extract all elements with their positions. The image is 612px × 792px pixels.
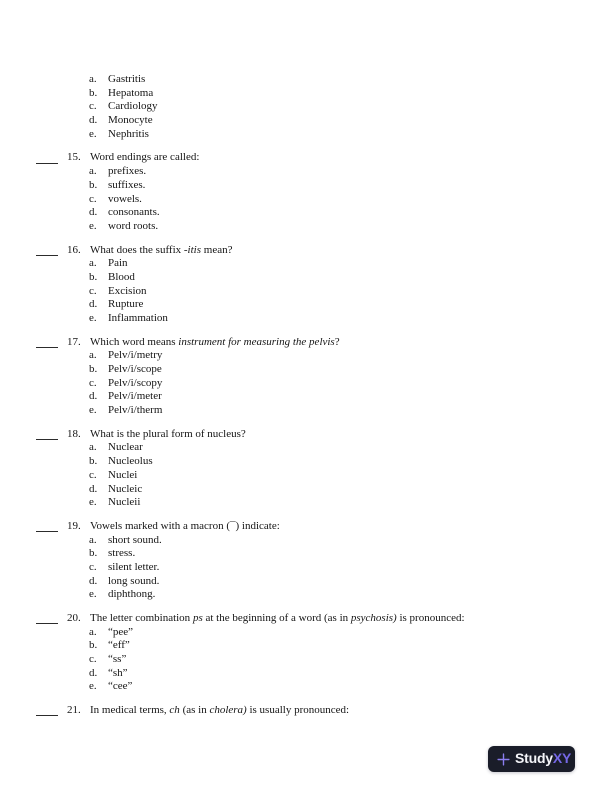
- option-row: [0, 653, 612, 667]
- question-prompt: In medical terms, ch (as in cholera) is usually pronounced:: [90, 704, 350, 717]
- question-number: 17.: [67, 335, 81, 348]
- question-block: [0, 520, 612, 602]
- question-number: 21.: [67, 704, 81, 717]
- option-letter: a.: [89, 625, 97, 638]
- option-text: diphthong.: [108, 588, 156, 601]
- quiz-content: [0, 73, 612, 728]
- option-row: [0, 680, 612, 694]
- option-letter: d.: [89, 206, 98, 219]
- option-text: silent letter.: [108, 560, 160, 573]
- options-list: [0, 534, 612, 603]
- option-row: [0, 312, 612, 326]
- question-block: [0, 428, 612, 510]
- option-row: [0, 639, 612, 653]
- option-letter: d.: [89, 390, 98, 403]
- answer-blank-line: [36, 255, 58, 256]
- answer-blank-line: [36, 531, 58, 532]
- options-list: [0, 165, 612, 234]
- answer-blank-line: [36, 623, 58, 624]
- studyxy-logo[interactable]: [488, 746, 575, 772]
- plus-icon: [497, 753, 510, 766]
- option-text: Nuclei: [108, 468, 138, 481]
- option-text: Inflammation: [108, 312, 168, 325]
- option-row: [0, 561, 612, 575]
- option-row: [0, 547, 612, 561]
- option-text: Gastritis: [108, 73, 146, 85]
- option-text: Blood: [108, 270, 135, 283]
- option-row: [0, 128, 612, 142]
- option-letter: b.: [89, 547, 98, 560]
- question-row: [0, 428, 612, 442]
- option-letter: e.: [89, 219, 97, 232]
- options-list: [0, 257, 612, 326]
- option-letter: e.: [89, 312, 97, 325]
- option-letter: e.: [89, 127, 97, 140]
- option-text: Nuclear: [108, 441, 143, 454]
- option-text: “eff”: [108, 639, 130, 652]
- question-block: [0, 336, 612, 418]
- option-row: [0, 588, 612, 602]
- option-letter: a.: [89, 73, 97, 85]
- option-letter: c.: [89, 560, 97, 573]
- option-text: stress.: [108, 547, 136, 560]
- option-text: consonants.: [108, 206, 160, 219]
- option-row: [0, 455, 612, 469]
- answer-blank-line: [36, 347, 58, 348]
- option-row: [0, 469, 612, 483]
- question-row: [0, 704, 612, 718]
- option-row: [0, 390, 612, 404]
- option-text: suffixes.: [108, 178, 146, 191]
- option-row: [0, 363, 612, 377]
- option-letter: c.: [89, 653, 97, 666]
- option-row: [0, 206, 612, 220]
- answer-blank-line: [36, 715, 58, 716]
- continuation-options-block: [0, 73, 612, 142]
- question-prompt: What is the plural form of nucleus?: [90, 427, 246, 440]
- option-row: [0, 404, 612, 418]
- option-text: word roots.: [108, 219, 159, 232]
- option-row: [0, 534, 612, 548]
- question-prompt: Vowels marked with a macron (¯) indicate:: [90, 519, 280, 532]
- option-row: [0, 377, 612, 391]
- option-letter: a.: [89, 441, 97, 454]
- option-row: [0, 165, 612, 179]
- question-list: [0, 151, 612, 717]
- option-row: [0, 257, 612, 271]
- answer-blank-line: [36, 439, 58, 440]
- option-row: [0, 193, 612, 207]
- option-letter: e.: [89, 404, 97, 417]
- option-text: vowels.: [108, 192, 142, 205]
- option-row: [0, 667, 612, 681]
- question-number: 18.: [67, 427, 81, 440]
- question-number: 20.: [67, 611, 81, 624]
- question-prompt: Word endings are called:: [90, 151, 200, 164]
- option-text: Pain: [108, 257, 128, 270]
- option-letter: d.: [89, 114, 98, 127]
- question-row: [0, 336, 612, 350]
- option-text: Nucleii: [108, 496, 141, 509]
- question-number: 19.: [67, 519, 81, 532]
- option-row: [0, 285, 612, 299]
- option-letter: b.: [89, 363, 98, 376]
- option-row: [0, 298, 612, 312]
- option-text: Pelv/i/meter: [108, 390, 162, 403]
- option-letter: d.: [89, 574, 98, 587]
- option-row: [0, 271, 612, 285]
- question-block: [0, 244, 612, 326]
- option-text: “pee”: [108, 625, 134, 638]
- answer-blank-line: [36, 163, 58, 164]
- option-row: [0, 100, 612, 114]
- option-text: Pelv/i/therm: [108, 404, 163, 417]
- option-row: [0, 483, 612, 497]
- option-text: Monocyte: [108, 114, 153, 127]
- option-row: [0, 220, 612, 234]
- option-row: [0, 73, 612, 87]
- option-letter: b.: [89, 86, 98, 99]
- option-letter: c.: [89, 376, 97, 389]
- option-text: Hepatoma: [108, 86, 154, 99]
- option-letter: e.: [89, 588, 97, 601]
- question-prompt: What does the suffix -itis mean?: [90, 243, 233, 256]
- option-letter: d.: [89, 482, 98, 495]
- option-text: prefixes.: [108, 165, 147, 178]
- question-prompt: Which word means instrument for measuring the pelvis?: [90, 335, 340, 348]
- option-text: “cee”: [108, 680, 133, 693]
- option-row: [0, 349, 612, 363]
- option-letter: c.: [89, 100, 97, 113]
- options-list: [0, 626, 612, 695]
- option-letter: c.: [89, 468, 97, 481]
- option-letter: a.: [89, 165, 97, 178]
- option-row: [0, 87, 612, 101]
- option-text: “ss”: [108, 653, 127, 666]
- question-block: [0, 612, 612, 694]
- question-block: [0, 704, 612, 718]
- question-row: [0, 520, 612, 534]
- option-text: Pelv/i/metry: [108, 349, 163, 362]
- option-row: [0, 114, 612, 128]
- option-letter: d.: [89, 666, 98, 679]
- brand-text: [515, 752, 571, 766]
- option-text: long sound.: [108, 574, 160, 587]
- brand-name-primary: Study: [515, 750, 553, 767]
- question-row: [0, 612, 612, 626]
- brand-name-accent: XY: [552, 750, 572, 767]
- question-prompt: The letter combination ps at the beginning of a word (as in psychosis) is pronounced:: [90, 611, 465, 624]
- option-letter: b.: [89, 455, 98, 468]
- option-row: [0, 179, 612, 193]
- question-block: [0, 151, 612, 233]
- question-row: [0, 151, 612, 165]
- option-text: Cardiology: [108, 100, 158, 113]
- option-letter: b.: [89, 639, 98, 652]
- option-row: [0, 575, 612, 589]
- question-number: 15.: [67, 151, 81, 164]
- option-text: “sh”: [108, 666, 128, 679]
- option-text: Nucleic: [108, 482, 143, 495]
- option-letter: e.: [89, 496, 97, 509]
- option-letter: b.: [89, 270, 98, 283]
- option-text: Excision: [108, 284, 147, 297]
- option-letter: b.: [89, 178, 98, 191]
- option-row: [0, 441, 612, 455]
- option-letter: c.: [89, 192, 97, 205]
- options-list: [0, 349, 612, 418]
- option-letter: d.: [89, 298, 98, 311]
- option-text: Pelv/i/scope: [108, 363, 162, 376]
- option-letter: a.: [89, 349, 97, 362]
- option-text: short sound.: [108, 533, 162, 546]
- option-letter: c.: [89, 284, 97, 297]
- option-row: [0, 626, 612, 640]
- question-row: [0, 244, 612, 258]
- options-list: [0, 441, 612, 510]
- option-text: Nephritis: [108, 127, 149, 140]
- option-row: [0, 496, 612, 510]
- option-text: Pelv/i/scopy: [108, 376, 163, 389]
- question-number: 16.: [67, 243, 81, 256]
- option-letter: a.: [89, 533, 97, 546]
- option-text: Rupture: [108, 298, 144, 311]
- option-letter: e.: [89, 680, 97, 693]
- option-letter: a.: [89, 257, 97, 270]
- options-list: [0, 73, 612, 142]
- option-text: Nucleolus: [108, 455, 153, 468]
